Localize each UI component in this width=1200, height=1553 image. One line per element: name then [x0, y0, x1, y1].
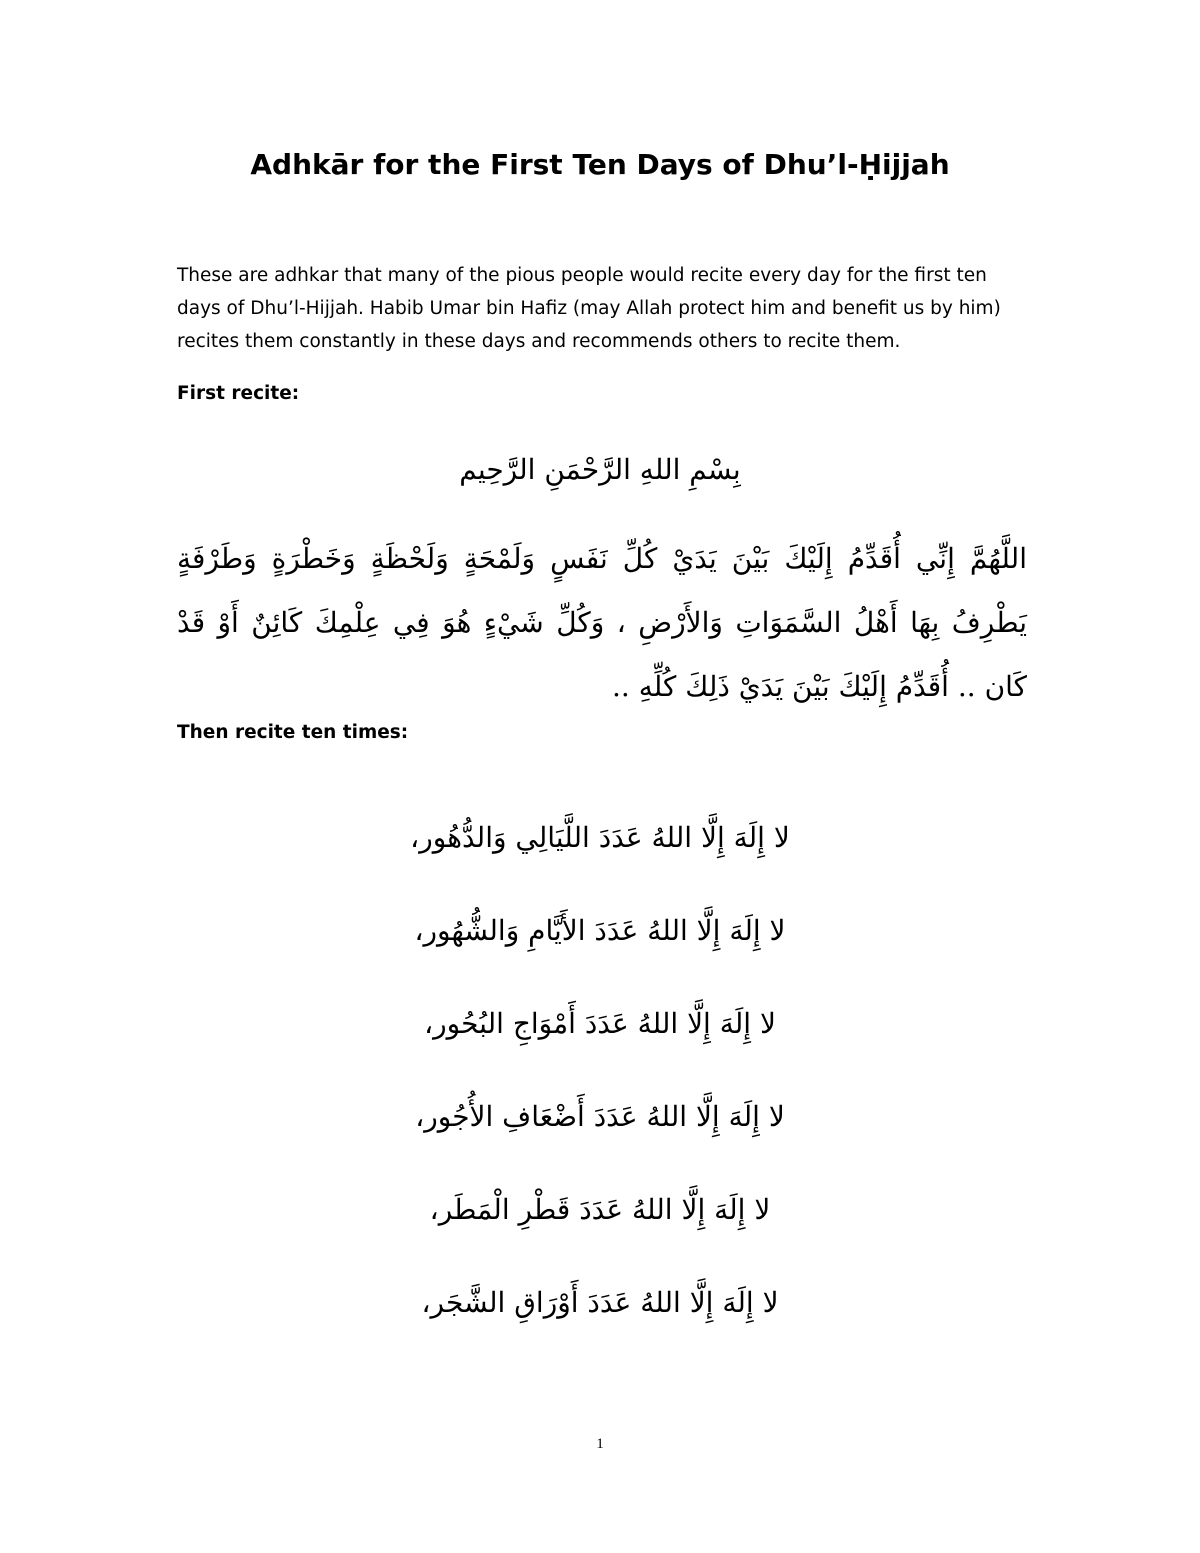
dua-paragraph: اللَّهُمَّ إِنِّي أُقَدِّمُ إِلَيْكَ بَيْنَ يَدَيْ كُلِّ نَفَسٍ وَلَمْحَةٍ وَلَحْظَةٍ وَخَطْرَةٍ وَطَرْفَةٍ يَطْرِفُ بِهَا أَهْلُ السَّمَوَاتِ وَالأَرْضِ ، وَكُلِّ شَيْءٍ هُوَ فِي عِلْمِكَ كَائِنٌ أَوْ قَدْ كَان .. أُقَدِّمُ إِلَيْكَ بَيْنَ يَدَيْ ذَلِكَ كُلِّهِ .. — [177, 542, 1027, 703]
tahlil-line: لا إِلَهَ إِلَّا اللهُ عَدَدَ الأَيَّامِ وَالشُّهُور، — [414, 914, 786, 947]
tahlil-line: لا إِلَهَ إِلَّا اللهُ عَدَدَ أَوْرَاقِ الشَّجَر، — [421, 1286, 779, 1319]
tahlil-line: لا إِلَهَ إِلَّا اللهُ عَدَدَ أَمْوَاجِ البُحُور، — [424, 1007, 776, 1040]
tahlil-line: لا إِلَهَ إِلَّا اللهُ عَدَدَ قَطْرِ الْمَطَر، — [429, 1193, 771, 1226]
tahlil-list — [0, 806, 1200, 1364]
tahlil-line: لا إِلَهَ إِلَّا اللهُ عَدَدَ اللَّيَالِي وَالدُّهُور، — [410, 821, 790, 854]
page-title: Adhkār for the First Ten Days of Dhu’l-Ḥijjah — [250, 148, 950, 181]
then-recite-label: Then recite ten times: — [177, 722, 409, 743]
first-recite-label: First recite: — [177, 383, 300, 404]
page-number: 1 — [596, 1436, 604, 1452]
intro-paragraph: These are adhkar that many of the pious people would recite every day for the first ten days of Dhu’l-Hijjah. Habib Umar bin Hafiz (may Allah protect him and benefit us by him) recites them constantly in these days and recommends others to recite them. — [177, 265, 1001, 352]
bismillah-text: بِسْمِ اللهِ الرَّحْمَنِ الرَّحِيم — [459, 453, 741, 486]
tahlil-line: لا إِلَهَ إِلَّا اللهُ عَدَدَ أَضْعَافِ الأُجُور، — [415, 1100, 785, 1133]
